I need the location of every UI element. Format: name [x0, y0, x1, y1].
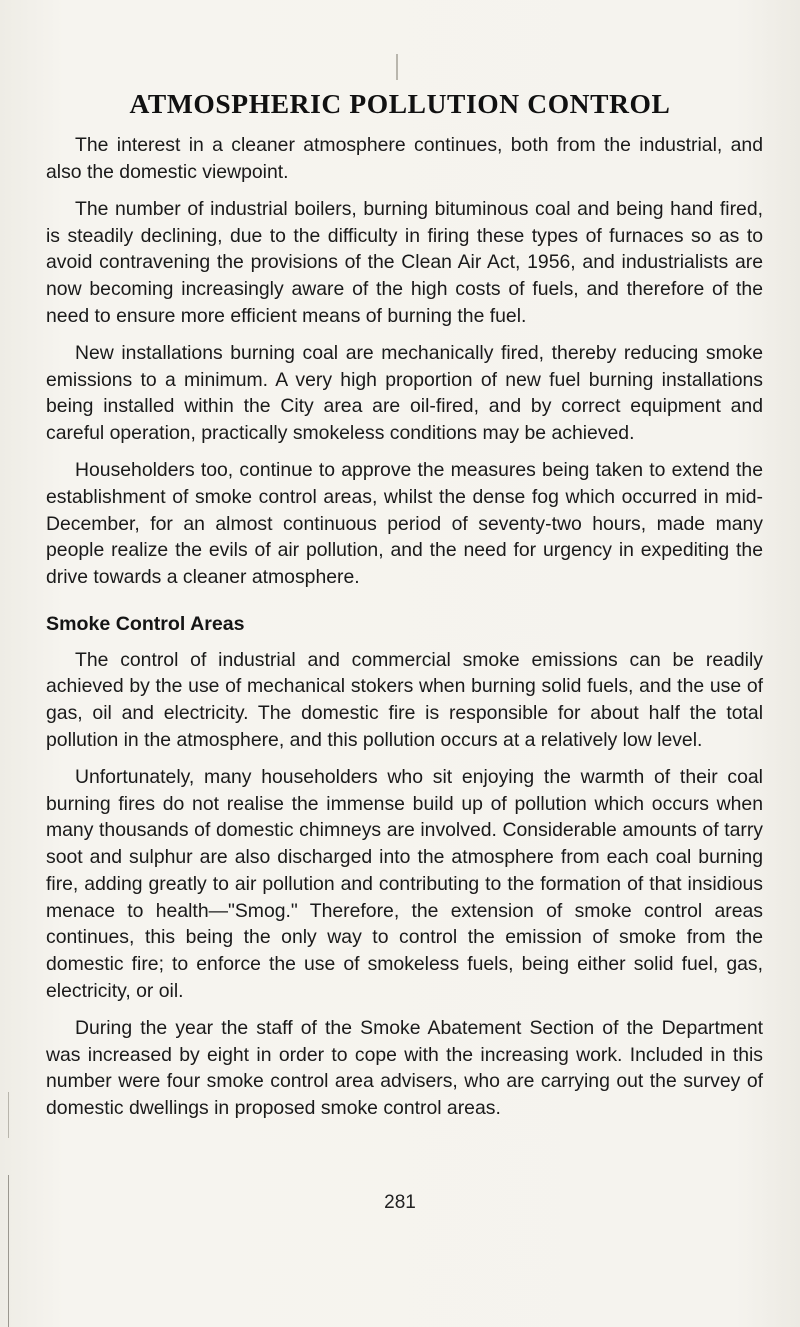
paragraph: New installations burning coal are mechanically fired, thereby reducing smoke emissions to a minimum. A very high proportion of new fuel burning installations being installed within the City area are oil-fired, and by correct equipment and careful operation, practically smokeless conditions may be achieved.	[46, 341, 763, 445]
paragraph: The interest in a cleaner atmosphere continues, both from the industrial, and also the domestic viewpoint.	[46, 134, 763, 183]
paragraph: The control of industrial and commercial smoke emissions can be readily achieved by the use of mechanical stokers when burning solid fuels, and the use of gas, oil and electricity. The domestic fire is responsible for about half the total pollution in the atmosphere, and this pollution occurs at a relatively low level.	[46, 648, 763, 751]
section-heading: Smoke Control Areas	[46, 612, 245, 635]
page-title: ATMOSPHERIC POLLUTION CONTROL	[129, 88, 671, 119]
page-number: 281	[384, 1192, 416, 1213]
scan-edge-line	[8, 1092, 9, 1138]
paragraph: Householders too, continue to approve the measures being taken to extend the establishment of smoke control areas, whilst the dense fog which occurred in mid-December, for an almost continuous period of seventy-two hours, made many people realize the evils of air pollution, and the need for urgency in expediting the drive towards a cleaner atmosphere.	[46, 459, 763, 589]
paragraph: During the year the staff of the Smoke Abatement Section of the Department was increased by eight in order to cope with the increasing work. Included in this number were four smoke control area advisers, who are carrying out the survey of domestic dwellings in proposed smoke control areas.	[46, 1016, 763, 1119]
document-body	[46, 132, 763, 1132]
paragraph: Unfortunately, many householders who sit enjoying the warmth of their coal burning fires do not realise the immense build up of pollution which occurs when many thousands of domestic chimneys are involved. Considerable amounts of tarry soot and sulphur are also discharged into the atmosphere from each coal burning fire, adding greatly to air pollution and contributing to the formation of that insidious menace to health—"Smog." Therefore, the extension of smoke control areas continues, this being the only way to control the emission of smoke from the domestic fire; to enforce the use of smokeless fuels, being either solid fuel, gas, electricity, or oil.	[46, 766, 763, 1002]
scan-mark	[396, 54, 398, 80]
paragraph: The number of industrial boilers, burning bituminous coal and being hand fired, is steadily declining, due to the difficulty in firing these types of furnaces so as to avoid contravening the provisions of the Clean Air Act, 1956, and industrialists are now becoming increasingly aware of the high costs of fuels, and therefore of the need to ensure more efficient means of burning the fuel.	[46, 197, 763, 327]
